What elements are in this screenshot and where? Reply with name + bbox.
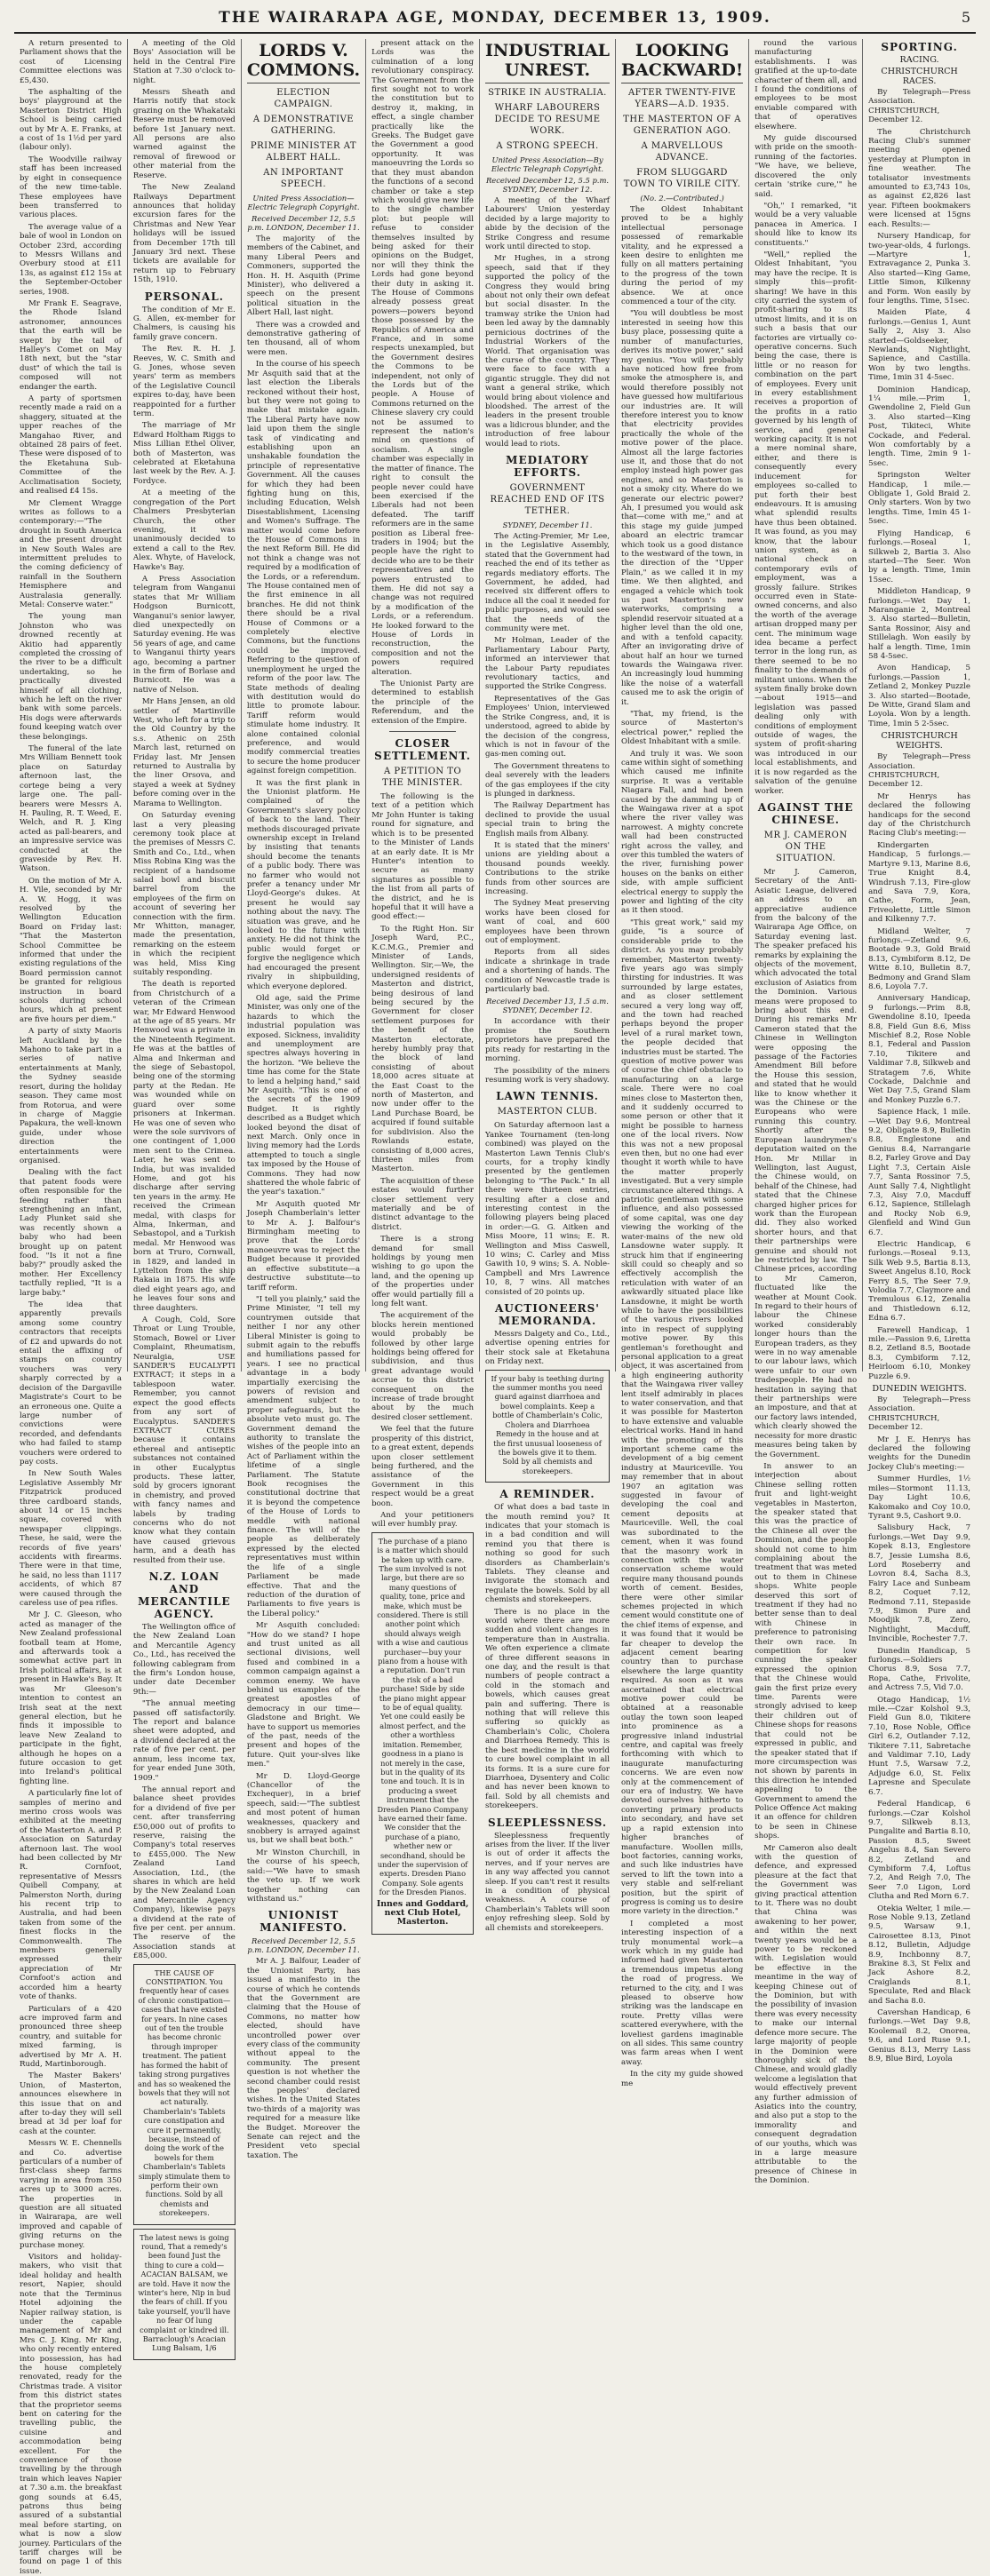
- lords-body: [247, 235, 360, 1904]
- paragraph: Mr J. C. Gleeson, who acted as manager of the New Zealand professional football team at Home, and afterwards took a somewhat active part in Irish political affairs, is at present in Hawke's Bay. It was Mr Gleeson's intention to contest an Irish seat at the next general election, but he finds it impossible to leave New Zealand to participate in the fight, although he hopes on a future occasion to get into Ireland's political fighting line.: [20, 1610, 122, 1786]
- mediatory-heading: MEDIATORY EFFORTS.: [506, 453, 589, 479]
- page-number: 5: [961, 9, 970, 26]
- paragraph: The Master Bakers' Union, of Masterton, announces elsewhere in this issue that on and after to-day they will sell bread at 3d per loaf for cash at the counter.: [20, 2071, 122, 2136]
- paragraph: The majority of the members of the Cabinet, and many Liberal Peers and Commoners, supported the Hon. H. H. Asquith (Prime Minister), who delivered a speech on the present political situation in the Albert Hall, last night.: [246, 235, 361, 318]
- paragraph: Mr D. Lloyd-George (Chancellor of the Exchequer), in a brief speech, said:—"The subtlest and most potent of human weaknesses, quackery and snobbery is arrayed against us, but we shall beat both.": [246, 1771, 361, 1846]
- paragraph: In the course of his speech Mr Asquith said that at the last election the Liberals reckoned without their host, but they were not going to make that mistake again. The Liberal Party have now laid upon them the single task of vindicating and establishing upon an unshakable foundation the principle of representative Government. All the causes for which they had been fighting hung on this, including Education, Welsh Disestablishment, Licensing and Women's Suffrage. The matter would come before the House of Commons in the next Reform Bill. He did not think a change was not required by a modification of the Lords, or a referendum. The House contained men of the first eminence in all branches. He did not think there should be a rival House of Commons or a completely elective Commons, but the functions could be improved. Referring to the question of unemployment he urged the reform of the poor law. The State methods of dealing with destitution would do little to promote labour. Tariff reform would stimulate home industry. It alone contained colonial preference, and would modify commercial treaties to secure the home producer against foreign competition.: [246, 360, 361, 776]
- paragraph: The Government threatens to deal severely with the leaders of the gas employees if the city is plunged in darkness.: [485, 761, 610, 799]
- paragraph: In the city my guide showed me: [620, 2070, 744, 2088]
- paragraph: Mr Asquith concluded: "How do we stand? I hope and trust united as all sectional divisions, well fused and combined in a common campaign against a common enemy. We have behind us examples of the greatest apostles of democracy in our time—Gladstone and Bright. We have to support us memories of the past, needs of the present and hopes of the future. Quit your-slves like men.": [246, 1621, 361, 1769]
- column-2-notices: [133, 39, 236, 285]
- paragraph: round the various manufacturing establishments. I was gratified at the up-to-date character of them all, and I found the conditions of employees to be most enviable compared with that of operatives elsewhere.: [754, 39, 858, 131]
- closer-settlement-heading: CLOSER SETTLEMENT.: [374, 737, 471, 763]
- paragraph: The Christchurch Racing Club's summer meeting opened yesterday at Plumpton in fine weather. The totalisator investments amounted to £3,743 10s, as against £2,826 last year. Fifteen bookmakers were licensed at 15gns each. Results:—: [868, 127, 971, 229]
- unionist-dateline: Received December 12, 5.5 p.m. LONDON, December 11.: [247, 1936, 360, 1955]
- balsam-advert-text: The latest news is going round, That a remedy's been found Just the thing to cure a cold—ACACIAN BALSAM, we are told. Have it now the winter's here, Nip in bud the fears of chill. If you take yourself, you'll have no fear Of lung complaint or kindred ill. Barraclough's Acacian Lung Balsam, 1/6: [138, 2232, 231, 2353]
- paragraph: Mr Frank E. Seagrave, the Rhode Island astronomer, announces that the earth will be swept by the tail of Halley's Comet on May 18th next, but the "star dust" of which the tail is composed will not endanger the earth.: [20, 298, 122, 392]
- unrest-sub-3: A STRONG SPEECH.: [496, 141, 599, 151]
- paragraph: The Woodville railway staff has been increased by eight in consequence of the new time-table. These employees have been transferred to various places.: [20, 155, 122, 220]
- paragraph: The Unionist Party are determined to establish the principle of the Referendum, and the extension of the Empire.: [371, 680, 475, 726]
- paragraph: Cavershan Handicap, 6 furlongs.—Wet Day 9.8, Koolemail 8.2, Onorea, 9.6, and Lord Ruse 9.1, Genius 8.13, Merry Lass 8.9, Blue Bird, Loyola: [868, 2008, 971, 2064]
- auctioneers-heading: AUCTIONEERS' MEMORANDA.: [495, 1302, 600, 1328]
- chinese-body: [754, 868, 857, 2186]
- paragraph: And truly it was. We soon came within sight of something which caused me infinite surprise. It was a veritable Niagara Fall, and had been caused by the damming up of the Waingawa river at a spot where the river valley was narrowest. A mighty concrete wall had been constructed right across the valley, and over this tumbled the waters of the river, furnishing power houses on the banks on either side, with ample sufficient electrical energy to supply the power and lighting of the city as it then stood.: [620, 749, 744, 916]
- chinese-sub: MR J. CAMERON ON THE SITUATION.: [763, 830, 848, 863]
- personal-body: [133, 306, 236, 1313]
- paragraph: A Press Association telegram from Wanganui states that Mr William Hodgson Burnicott, Wanganui's senior lawyer, died unexpectedly on Saturday evening. He was 56 years of age, and came to Wanganui thirty years ago, becoming a partner in the firm of Borlase and Burnicott. He was a native of Nelson.: [132, 574, 236, 695]
- paragraph: At a meeting of the congregation of the Port Chalmers Presbyterian Church, the other evening, it was unanimously decided to extend a call to the Rev. Alex. Whyte, of Havelock, Hawke's Bay.: [132, 489, 236, 572]
- unrest-body-2: [485, 1017, 610, 1085]
- paragraph: Old age, said the Prime Minister, was only one of the hazards to which the industrial population was exposed. Sickness, invalidity and unemployment are spectres always hovering in the horizon. "We believe the time has come for the State to lend a helping hand," said Mr Asquith. "This is one of the secrets of the 1909 Budget. It is rightly described as a Budget which looked beyond the disat of next March. Only once in living memory had the Lords attempted to touch a single tax imposed by the House of Commons. They had now shattered the whole fabric of the year's taxation.": [246, 993, 361, 1197]
- teething-advert: [485, 1370, 610, 1483]
- loan-heading: N.Z. LOAN AND MERCANTILE AGENCY.: [138, 1570, 231, 1620]
- paragraph: Otekia Welter, 1 mile.—Rose Noble 9.13, Zetland 9.5, Warsaw 9.1, Cairosettee 8.13, Pinot 8.12, Bulletin, Adjudge 8.9, Inchbonny 8.7, Brakine 8.3, St Felix and Jack Ashore 8.2, Craiglands 8.1, Speculate, Red and Black and Sacha 8.0.: [868, 1904, 971, 2006]
- paragraph: Electric Handicap, 6 furlongs.—Roseal 9.13, Silk Web 9.5, Bartia 8.13, Sweet Angelus 8.10, Rock Ferry 8.5, The Seer 7.9, Volodia 7.7, Claymore and Tremulous 6.12, Zenalia and Thistledown 6.12, Edna 6.7.: [868, 1239, 971, 1324]
- backward-sub-3: A MARVELLOUS ADVANCE.: [641, 141, 723, 163]
- reminder-heading: A REMINDER.: [499, 1488, 595, 1501]
- paragraph: Mr Hughes, in a strong speech, said that if they supported the policy of the Congress they would bring about not only their own defeat but social disaster. In the tramway strike the Union had been led away by the damnably pernicious doctrines of the Industrial Workers of the World. That organisation was the curse of the country. They were face to face with a gigantic struggle. They did not want a general strike, which would bring about violence and bloodshed. The arrest of the leaders in the present trouble was a lidicrous blunder, and the introduction of free labour would lead to riots.: [485, 254, 610, 449]
- paragraph: On the motion of Mr A. H. Vile, seconded by Mr A. W. Hogg, it was resolved by the Wellington Education Board on Friday last: "That the Masterton School Committee be informed that under the existing regulations of the Board permission cannot be granted for religious instruction in board schools during school hours, which at present are five hours per diem.": [20, 876, 122, 1024]
- paragraph: A return presented to Parliament shows that the cost of Licensing Committee elections was £5,430.: [20, 39, 122, 85]
- paragraph: Messrs Dalgety and Co., Ltd., advertise opening entries for their stock sale at Eketahuna on Friday next.: [485, 1330, 610, 1367]
- lords-dateline: Received December 12, 5.5 p.m. LONDON, December 11.: [247, 214, 360, 232]
- paragraph: Sapience Hack, 1 mile.—Wet Day 9.6, Montreal 9.2, Obligate 8.9, Bulletin 8.8, Englestone and Genius 8.4, Narrangarie 8.2, Farley Grove and Day Light 7.3, Certain Aisle 7.7, Santa Rossinor 7.5, Aunt Sally 7.4, Nightlight 7.3, Aisy 7.0, Macduff 6.12, Sapience, Stillelagh and Rocky Nob 6.9, Glenfield and Wind Gun 6.7.: [868, 1108, 971, 1237]
- chinese-heading: AGAINST THE CHINESE.: [757, 800, 854, 826]
- paragraph: The idea that apparently prevails among some country contractors that receipts of £2 and upwards do not entail the affixing of stamps on country vouchers was very sharply corrected by a decision of the Dargaville Magistrate's Court to be an erroneous one. Quite a large number of convictions were recorded, and defendants who had failed to stamp vouchers were ordered to pay costs.: [20, 1300, 122, 1467]
- paragraph: Springston Welter Handicap, 1 mile.—Obligate 1, Gold Braid 2. Only starters. Won by two lengths. Time, 1min 45 1-5sec.: [868, 471, 971, 527]
- paragraph: The Sydney Meat preserving works have been closed for want of coal, and 600 employees have been thrown out of employment.: [485, 899, 610, 946]
- industrial-unrest-heading: INDUSTRIAL UNREST.: [485, 41, 610, 83]
- lords-sub-4: AN IMPORTANT SPEECH.: [263, 168, 344, 189]
- paragraph: Messrs W. E. Chennells and Co. advertise particulars of a number of first-class sheep farms varying in area from 350 acres up to 3000 acres. The properties in question are all situated in Wairarapa, are well improved and capable of giving returns on the purchase money.: [20, 2139, 122, 2250]
- paragraph: In accordance with their promise the Southern proprietors have prepared the pits ready for restarting in the morning.: [485, 1017, 610, 1064]
- paragraph: The young man Johnston who was drowned recently at Akitio had apparently completed the crossing of the river to be a difficult undertaking, so he practically divested himself of all clothing, which he left on the river bank with some parcels. His dogs were afterwards found keeping watch over these belongings.: [20, 612, 122, 742]
- paragraph: The Railway Department has declined to provide the usual special train to bring the English mails from Albany.: [485, 801, 610, 839]
- unrest-body: [485, 196, 610, 449]
- paragraph: On Saturday afternoon last a Yankee Tournament (ten-long combined) was played on the Masterton Lawn Tennis Club's courts, for a trophy kindly presented by the gentlemen belonging to "The Pack." In all there were thirteen entries, resulting after a close and interesting contest in the following players being placed in order:—G. G. Aitken and Miss Moore, 11 wins; E. R. Wellington and Miss Caswell, 10 wins; C. Carley and Miss Gawith 10, 9 wins; S. A. Noble-Campbell and Mrs Lawrence 10, 8, 7 wins. All matches consisted of 20 points up.: [485, 1121, 610, 1297]
- paragraph: Mr Cameron also dealt with the question of defence, and expressed pleasure at the fact that the Government was giving practical attention to it. There was no doubt that China was awakening to her power, and within the next twenty years would be a power to be reckoned with. Legislation would be effective in the meantime in the way of keeping Chinese out of the Dominion, but with the possibility of invasion there was every necessity to make our internal defence more secure. The large majority of people in the Dominion were thoroughly sick of the Chinese, and would gladly welcome a legislation that would effectively prevent any further admission of Asiatics into the country, and also put a stop to the immorality and consequent degradation of our youths, which was in a large measure attributable to the presence of Chinese in the Dominion.: [754, 1843, 858, 2186]
- paragraph: Messrs Sheath and Harris notify that stock grazing on the Whakataki Reserve must be removed before 1st January next. All persons are also warned against the removal of firewood or other material from the Reserve.: [132, 88, 236, 180]
- paragraph: The acquisition of these estates would further closer settlement very materially and be of distinct advantage to the district.: [371, 1176, 475, 1232]
- personal-heading: PERSONAL.: [144, 290, 224, 303]
- paragraph: The Acting-Premier, Mr Lee, in the Legislative Assembly, stated that the Government had reached the end of its tether as regards mediatory efforts. The Government, he added, had received six different offers to induce all the coal it needed for public purposes, and would see that the needs of the community were met.: [485, 531, 610, 634]
- paragraph: Of what does a bad taste in the mouth remind you? It indicates that your stomach is in a bad condition and will remind you that there is nothing so good for such disorders as Chamberlain's Tablets. They cleanse and invigorate the stomach and regulate the bowels. Sold by all chemists and storekeepers.: [485, 1503, 610, 1605]
- column-8: [863, 39, 976, 2064]
- paragraph: A party of sixty Maoris left Auckland by the Mahono to take part in a series of native entertainments at Manly, the Sydney seaside resort, during the holiday season. They came most from Rotorua, and were in charge of Maggie Papakura, the well-known guide, under whose direction the entertainments were organised.: [20, 1027, 122, 1165]
- paragraph: Avon Handicap, 5 furlongs.—Passion 1, Zetland 2, Monkey Puzzle 3. Also started—Bootade, De Witte, Grand Slam and Loyola. Won by a length. Time, 1min 5 2-5sec.: [868, 664, 971, 728]
- paragraph: Mr Hans Jensen, an old settler of Martinville West, who left for a trip to the Old Country by the s.s. Athenic on 25th March last, returned on Friday last. Mr Jensen returned to Australia by the liner Orsova, and stayed a week at Sydney before coming over in the Marama to Wellington.: [132, 697, 236, 808]
- paragraph: It is stated that the miners' unions are yielding about a thousand pounds weekly. Contributions to the strike funds from other sources are increasing.: [485, 840, 610, 896]
- paragraph: Mr J. E. Henrys has declared the following weights for the Dunedin Jockey Club's meeting:—: [868, 1435, 971, 1472]
- masthead: [14, 9, 976, 34]
- lords-commons-heading: LORDS V. COMMONS.: [247, 41, 360, 83]
- piano-advert: [371, 1532, 474, 1935]
- mediatory-sub: GOVERNMENT REACHED END OF ITS TETHER.: [490, 482, 605, 516]
- paragraph: Mr Holman, Leader of the Parliamentary Labour Party, informed an interviewer that the Labour Party repudiates revolutionary tactics, and supported the Strike Congress.: [485, 636, 610, 692]
- mediatory-dateline: SYDNEY, December 11.: [502, 520, 593, 529]
- closer-settlement-body: [371, 792, 474, 1530]
- paragraph: The possibility of the miners resuming work is very shadowy.: [485, 1066, 610, 1085]
- paragraph: Dealing with the fact that patent foods were often responsible for the feeding rather than strengthening an infant, Lady Plunket said she was recently shown a baby who had been brought up on patent food. "Is it not a fine baby?" proudly asked the mother. Her Excellency tactfully replied, "It is a large baby.": [20, 1168, 122, 1298]
- paragraph: Midland Welter, 7 furlongs.—Zetland 9.6, Bootade 9.3, Gold Braid 8.13, Cymbiform 8.12, De Witte 8.10, Bulletin 8.7, Bedmony and Grand Slam 8.6, Loyola 7.7.: [868, 926, 971, 991]
- paragraph: We feel that the future prosperity of this district, to a great extent, depends upon closer settlement being furthered, and the assistance of the Government in this respect would be a great boon.: [371, 1425, 475, 1508]
- lords-sub-2: A DEMONSTRATIVE GATHERING.: [252, 115, 355, 136]
- backward-body: [621, 205, 743, 2088]
- paragraph: Federal Handicap, 6 furlongs.—Czar Kolshol 9.7, Silkweb 8.13, Pungalite and Bartia 8.10, Passion 8.5, Sweet Angelus 8.4, San Severo 8.2, Zetland and Cymbiform 7.4, Loftus 7.2, And Reigh 7.0, The Seer 7.0 Ligon, Lord Clutha and Red Morn 6.7.: [868, 1800, 971, 1902]
- column-4: [366, 39, 480, 1928]
- paragraph: Mr Henrys has declared the following handicaps for the second day of the Christchurch Racing Club's meeting:—: [868, 791, 971, 839]
- paragraph: Particulars of a 420 acre improved farm and pronounced three sheep country, and suitable for mixed farming, is advertised by Mr A. H. Rudd, Martinborough.: [20, 2004, 122, 2069]
- paragraph: Mr A. J. Balfour, Leader of the Unionist Party, has issued a manifesto in the course of which he contends that the Government are claiming that the House of Commons, no matter how elected, should have uncontrolled power over every class of the community without appeal to the community. The present question is not whether the second chamber could resist the peoples' declared wishes. In the United States two-thirds of a majority was required for a measure like the Budget. Moreover the Senate can reject and the President veto special taxation. The: [246, 1957, 361, 2160]
- column-3: [242, 39, 366, 2160]
- paragraph: The following is the text of a petition which Mr John Hunter is taking round for signature, and which is to be presented to the Minister of Lands at an early date. It is Mr Hunter's intention to secure as many signatures as possible to the list from all parts of the district, and he is hopeful that it will have a good effect:—: [371, 792, 475, 922]
- column-5: [480, 39, 616, 1933]
- piano-advert-text: The purchase of a piano is a matter which should be taken up with care. The sum involved is not large, but there are so many questions of quality, tone, price and make, which must be considered. There is still another point which should always weigh with a wise and cautious purchaser—buy your piano from a house with a reputation. Don't run the risk of a bad purchase! Side by side the piano might appear to be of equal quality. Yet one could easily be almost perfect, and the other a worthless imitation. Remember, goodness in a piano is not merely in the case, but in the quality of its tone and touch. It is in producing a sweet instrument that the Dresden Piano Company have earned their fame. We consider that the purchase of a piano, whether new or secondhand, should be under the supervision of experts. Dresden Piano Company. Sole agents for the Dresden Pianos.: [377, 1536, 468, 1897]
- paragraph: Flying Handicap, 6 furlongs.—Roseal 1, Silkweb 2, Bartia 3. Also started—The Seer. Won by a length. Time, 1min 15sec.: [868, 529, 971, 584]
- constipation-advert: [133, 1964, 236, 2225]
- paragraph: A particularly fine lot of samples of merino and merino cross wools was exhibited at the meeting of the Masterton A. and P. Association on Saturday afternoon last. The wool had been collected by Mr R. Cornfoot, representative of Messrs Quibell Company, at Palmerston North, during his recent trip to Australia, and had been taken from some of the finest flocks in the Commonwealth. The members generally expressed their appreciation of Mr Cornfoot's action and accorded him a hearty vote of thanks.: [20, 1789, 122, 2002]
- paragraph: The annual report and balance sheet provides for a dividend of five per cent. after transferring £50,000 out of profits to reserve, raising the Company's total reserves to £455,000. The New Zealand Land Association, Ltd., (the shares in which are held by the New Zealand Loan and Mercantile Agency Company), likewise pays a dividend at the rate of five per cent. per annum. The reserve of the Association stands at £85,000.: [132, 1785, 236, 1961]
- loan-body: [133, 1623, 236, 1961]
- closer-settlement-sub: A PETITION TO THE MINISTER.: [382, 767, 463, 789]
- chch-weights-heading: CHRISTCHURCH WEIGHTS.: [881, 731, 958, 751]
- paragraph: "You will doubtless be most interested in seeing how this busy place, possessing quite a number of manufacturies, derives its motive power," said my genius. "You will probably have noticed how free from smoke the atmosphere is, and would therefore possibly not have guessed how multifarious our industries are. It will therefore interest you to know that electricity provides practically the whole of the motive power of the place. Almost all the large factories use it, and those that do not employ instead high power gas engines, and so Masterton is not a smoky city. Where do we generate our electric power? Ah, I presumed you would ask that—come with me," and at this stage my guide jumped aboard an electric tramcar which took us a good distance to the westward of the town, in the direction of the "Upper Plain," as we called it in my time. We then alighted, and engaged a vehicle which took us past Masterton's new waterworks, comprising a splendid reservoir situated at a higher level than the old one, and with a tenfold capacity. After an invigorating drive of about half an hour we turned towards the Waingawa river. An increasingly loud humming like the noise of a waterfall caused me to ask the origin of it.: [620, 309, 744, 707]
- paragraph: Representatives of the Gas Employees' Union, interviewed the Strike Congress, and, it is understood, agreed to abide by the decision of the congress, which is not in favour of the gas-men coming out.: [485, 694, 610, 759]
- unionist-heading: UNIONIST MANIFESTO.: [259, 1909, 347, 1935]
- dunedin-weights-body: [868, 1395, 970, 2063]
- sleeplessness-heading: SLEEPLESSNESS.: [488, 1816, 608, 1829]
- paragraph: Salisbury Hack, 7 furlongs.—Wet Day 9.9, Kopek 8.13, Englestore 8.7, Jessie Lumsha 8.6, Lord Roseberry and Lovron 8.4, Sacha 8.3, Fairy Lace and Sunbeam 8.2, Coquet 7.12, Redmond 7.11, Stepaside 7.9, Simon Pure and Moodjik 7.8, Zero, Nightlight, Macduff, Invincible, Rochester 7.7.: [868, 1523, 971, 1644]
- paragraph: Mr Clement Wragge writes as follows to a contemporary:—"The drought in South America and the present drought in New South Wales are intermittent preludes to the coming deficiency of rainfall in the Southern Hemisphere and Australasia generally. Metal: Conserve water.": [20, 498, 122, 609]
- paragraph: "The annual meeting passed off satisfactorily. The report and balance sheet were adopted, and a dividend declared at the rate of five per cent. per annum, less income tax, for year ended June 30th, 1909.": [132, 1699, 236, 1783]
- unrest-sub-1: STRIKE IN AUSTRALIA.: [488, 88, 607, 98]
- mediatory-body: [485, 532, 610, 995]
- balsam-advert: [133, 2229, 236, 2360]
- reminder-body: [485, 1503, 610, 1810]
- paragraph: There was a crowded and demonstrative gathering of ten thousand, all of whom were men.: [246, 320, 361, 357]
- paragraph: Anniversary Handicap, 9 furlongs.—Prim 8.8, Gwendoline 8.10, Ipeeda 8.8, Field Gun 8.6, Miss Mischief 8.2, Rose Noble 8.1, Federal and Passion 7.10, Tikitere and Valdimar 7.8, Silkweb and Stratagem 7.6, White Cockade, Dalchnie and Wet Day 7.5, Grand Slam and Monkey Puzzle 6.7.: [868, 994, 971, 1105]
- paragraph: The acquirement of the blocks herein mentioned would probably be followed by other large holdings being offered for subdivision, and thus great advantage would accrue to this district consequent on the increase of trade brought about by the much desired closer settlement.: [371, 1311, 475, 1422]
- sporting-heading: SPORTING.: [881, 41, 958, 53]
- auctioneers-body: [485, 1330, 610, 1367]
- chch-races-heading: CHRISTCHURCH RACES.: [881, 67, 958, 86]
- paragraph: Mr J. Cameron, Secretary of the Anti-Asiatic League, delivered an address to an appreciative audience from the balcony of the Wairarapa Age Office, on Saturday evening last. The speaker prefaced his remarks by explaining the objects of the movement, which advocated the total exclusion of Asiatics from the Dominion. Various means were proposed to bring about this end. During his remarks Mr Cameron stated that the Chinese in Wellington were opposing the passage of the Factories Amendment Bill before the House this session, and stated that he would like to know whether it was the Chinese or the Europeans who were running this country. Shortly after the European laundrymen's deputation waited on the Hon. Mr Millar in Wellington, last August, the Chinese would, on behalf of the Chinese, had stated that the Chinese charged higher prices for work than the European did. They also worked shorter hours, and that their partnerships were genuine and should not be restricted by law. The Chinese prices, according to Mr Cameron, fluctuated like the weather at Mount Cook. In regard to their hours of labour the Chinese worked considerably longer hours than the European traders, as they were in no way amenable to our labour laws, which were unfair to our own tradespeople. He had no hesitation in saying that their partnerships were an imposture, and that at our factory laws intended, which clearly showed the necessity for more drastic measures being taken by the Government.: [754, 867, 858, 1459]
- paragraph: Summer Hurdles, 1½ miles—Stormont 11.13, Day Light 10.6, Kakomako and Coy 10.0, Tyrant 9.5, Cashort 9.0.: [868, 1475, 971, 1521]
- column-1-body: [20, 39, 122, 2576]
- paragraph: The asphalting of the boys' playground at the Masterton District High School is being carried out by Mr A. E. Franks, at a cost of 1s 1½d per yard (labour only).: [20, 88, 122, 153]
- paragraph: The Oldest Inhabitant proved to be a highly intellectual personage possessed of remarkable vitality, and he expressed a keen desire to enlighten me fully on all matters pertaining to the progress of the town during the period of my absence. We at once commenced a tour of the city.: [620, 205, 744, 307]
- unionist-body: [247, 1957, 360, 2160]
- paragraph: A meeting of the Old Boys' Association will be held in the Central Fire Station at 7.30 o'clock to-night.: [132, 39, 236, 85]
- paragraph: To the Right Hon. Sir Joseph Ward, P.C., K.C.M.G., Premier and Minister of Lands, Wellington. Sir,—We, the undersigned residents of Masterton and district, being desirous of land being secured by the Government for closer settlement purposes for the benefit of the Masterton electorate, hereby humbly pray that the block of land consisting of about 18,000 acres situate at the East Coast to the north of Masterton, and now under offer to the Land Purchase Board, be acquired if found suitable for subdivision. Also the Rowlands estate, consisting of 8,000 acres, thirteen miles from Masterton.: [371, 924, 475, 1174]
- paragraph: I completed a most interesting inspection of a truly monumental work—a work which in my guide had informed had given Masterton a tremendous impetus along the road of progress. We returned to the city, and I was pleased to observe how striking was the landscape en route. Pretty villas were scattered everywhere, with the loveliest gardens imaginable on all sides. This same country was farm areas when I went away.: [620, 1919, 744, 2067]
- columns: [14, 39, 976, 2576]
- paragraph: By Telegraph—Press Association. CHRISTCHURCH, December 12.: [868, 1395, 971, 1433]
- backward-sub-5: (No. 2.—Contributed.): [640, 194, 724, 203]
- paragraph: "Well," replied the Oldest Inhabitant, "you may have the recipe. It is simply this—profit-sharing! We have in this city carried the system of profit-sharing to its utmost limits, and it is on such a basis that our factories are virtually co-operative concerns. Such being the case, there is little or no reason for combination on the part of employees. Every unit in every establishment receives a proportion of the profits in a ratio governed by his length of service, and general working capacity. It is not a mere nominal share, either, and there is consequently every inducement for employees so-called to put forth their best endeavours. It is amusing what splendid results have thus been obtained. It was found, as you may know, that the labour union system, as a national check on contemporary evils of employment, was a grossly failure. Strikes occurred even in State-owned concerns, and also the worth of the average artisan dropped many per cent. The minimum wage idea became a perfect terror in the long run, as there seemed to be no finality to the demands of militant unions. When the system finally broke down—about 1915—and legislation was passed dealing only with conditions of employment outside of wages, the system of profit-sharing was introduced in our local establishments, and it is now regarded as the salvation of the genuine worker.: [754, 250, 858, 796]
- paragraph: Farewell Handicap, 1 mile.—Passion 9.6, Liretta 8.2, Zetland 8.5, Bootade 8.3, Cymbiform 7.12, Heirloom 6.10, Monkey Puzzle 6.9.: [868, 1325, 971, 1381]
- sleeplessness-body: [485, 1832, 610, 1933]
- column-6: [616, 39, 749, 2088]
- paragraph: The condition of Mr E. G. Allen, ex-member for Chalmers, is causing his family grave concern.: [132, 305, 236, 342]
- tennis-body: [485, 1121, 610, 1297]
- unrest-sub-2: WHARF LABOURERS DECIDE TO RESUME WORK.: [494, 103, 601, 136]
- paragraph: "This great work," said my guide, "is a source of considerable pride to the district. As you may probably remember, Masterton twenty-five years ago was simply thirsting for industries. It was surrounded by large estates, and as closer settlement secured a very long way off, and the town had reached perhaps beyond the proper level of a rural market town, the people decided that industries must be started. The question of motive power was of course the chief obstacle to manufacturing on a large scale. There were no coal mines close to Masterton then, and it suddenly occurred to some person or other that it might be possible to harness one of the local rivers. Now this was not a new proposal even then, but no one had ever thought it worth while to have the matter properly investigated. But a very simple circumstance altered things. A patriotic gentleman with some influence, and also possessed of some capital, was one day viewing the working of the water-mains of the new old Lansdowne water supply. It struck him that if engineering skill could so cheaply and so effectively accomplish the reticulation with water of an awkwardly situated place like Lansdowne, it might be worth while to have the possibilities of the various rivers looked into in respect of supplying motive power. By this gentleman's forethought and personal application to a great object, it was ascertained from a high engineering authority that the Waingawa river valley lent itself admirably in places to water conservation, and that it was possible for Masterton to have extensive and valuable electrical works. Hand in hand with the promoting of this important scheme came the development of a big cement industry at Mauriceville. You may remember that in about 1907 an agitation was suggested in favour of developing the coal and cement deposits at Mauriceville. Well, the coal was subordinated to the cement, when it was found that the masonry work in connection with the water conservation scheme would require many thousand pounds worth of cement. Besides, there were other similar schemes projected in which cement would constitute one of the chief items of expense, and it was found that it would be far cheaper to develop the adjacent cement bearing country than to purchase elsewhere the large quantity required. As soon as it was ascertained that electrical motive power could be obtained at a reasonable outlay the town soon leaped into prominence as a progressive inland industrial centre, and capital was freely forthcoming with which to inaugurate manufacturing concerns. We are even now only at the commencement of our era of industry. We have devoted ourselves hitherto to converting primary products into secondary, and have set up a rapid extension into higher branches of manufacture. Woollen mills, boot factories, canning works, and such like industries have served to lift the town into a very stable and self-reliant position, but the spirit of progress is coming us to desire more variety in the direction.": [620, 918, 744, 1917]
- masthead-title: THE WAIRARAPA AGE, MONDAY, DECEMBER 13, 1909.: [219, 9, 771, 27]
- paragraph: Middleton Handicap, 9 furlongs.—Wet Day 1, Maranganie 2, Montreal 3. Also started—Bulletin, Santa Rossinor, Aisy and Stillelagh. Won easily by half a length. Time, 1min 58 4-5sec.: [868, 587, 971, 661]
- paragraph: The funeral of the late Mrs William Bennett took place on Saturday afternoon last, the cortege being a very large one. The pall-bearers were Messrs A. H. Pauling, R. T. Weed, E. Welch, and R. J. King acted as pall-bearers, and an impressive service was conducted at the graveside by Rev. H. Watson.: [20, 744, 122, 874]
- paragraph: A meeting of the Wharf Labourers' Union yesterday decided by a large majority to abide by the decision of the Strike Congress and resume work until directed to stop.: [485, 196, 610, 252]
- paragraph: The average value of a bale of wool in London on October 23rd, according to Messrs Willans and Overbury stood at £11 13s, as against £12 15s at the September-October series, 1908.: [20, 222, 122, 297]
- backward-sub-1: AFTER TWENTY-FIVE YEARS—A.D. 1935.: [627, 88, 737, 109]
- unrest-credit: United Press Association—By Electric Telegraph Copyright.: [491, 155, 604, 173]
- tennis-heading: LAWN TENNIS.: [496, 1090, 599, 1103]
- paragraph: Otago Handicap, 1½ mile.—Czar Kolshol 9.3, Field Gun 8.0, Tikitere 7.10, Rose Noble, Office Girl 6.2, Outlander 7.12, Tikitere 7.11, Sabretache and Valdimar 7.10, Lady Hunt 7.5, Warsaw 7.2, Adjudge 6.0, St. Felix Lapresne and Speculate 6.7.: [868, 1695, 971, 1797]
- constipation-advert-text: THE CAUSE OF CONSTIPATION. You frequently hear of cases of chronic constipation—cases that have existed for years. In nine cases out of ten the trouble has become chronic through improper treatment. The patient has formed the habit of taking strong purgatives and has so weakened the bowels that they will not act naturally. Chamberlain's Tablets cure constipation and cure it permanently, because, instead of doing the work of the bowels for them Chamberlain's Tablets simply stimulate them to perform their own functions. Sold by all chemists and storekeepers.: [138, 1968, 231, 2218]
- paragraph: The marriage of Mr Edward Holtham Riggs to Miss Lillian Ethel Oliver, both of Masterton, was celebrated at Eketahuna last week by the Rev. A. J. Fordyce.: [132, 421, 236, 486]
- paragraph: A party of sportsmen recently made a raid on a shaggery, situated at the upper reaches of the Mangahao River, and obtained 28 pairs of feet. These were disposed of to the Eketahuna Sub-Committee of the Acclimatisation Society, and realised £4 15s.: [20, 394, 122, 497]
- lords-sub-3: PRIME MINISTER AT ALBERT HALL.: [250, 141, 357, 163]
- column-1: [14, 39, 128, 2576]
- paragraph: In answer to an interjection about Chinese selling rotten fruit and light-weight vegetables in Masterton, the speaker stated that this was the practice of the Chinese all over the Dominion, and the people should not come to him complaining about the treatment that was meted out to them in Chinese shops. White people deserved this sort of treatment if they had no better sense than to deal with Chinese in preference to patronising their own race. In competition for low cunning the speaker expressed the opinion that the Chinese would gain the first prize every time. Parents were strongly advised to keep their children out of Chinese shops for reasons that could not be expressed in public, and the speaker stated that if more circumspection was not shown by parents in this direction he intended appealing to the Government to amend the Police Offence Act making it an offence for children to be seen in Chinese shops.: [754, 1461, 858, 1841]
- paragraph: Kindergarten Handicap, 5 furlongs.—Martyre 9.13, Marine 8.6, True Knight 8.4, Windrush 7.13, Fire-glow and Sava 7.9, Kora, Cathe, Form, Jean, Friveolette, Little Simon and Kilkenny 7.7.: [868, 840, 971, 925]
- paragraph: There is no place in the world where there are more sudden and violent changes in temperature than in Australia. We often experience a climate of three different seasons in one day, and the result is that numbers of people contract a cold in the stomach and bowels, which causes great pain and suffering. There is nothing that will relieve this suffering so quickly as Chamberlain's Colic, Cholera and Diarrhoea Remedy. This is the best medicine in the world to cure bowel complaint in all its forms. It is a sure cure for Diarrhoea, Dysentery and Colic and has never been known to fail. Sold by all chemists and storekeepers.: [485, 1607, 610, 1811]
- paragraph: On Saturday evening last a very pleasing ceremony took place at the premises of Messrs C. Smith and Co., Ltd., when Miss Robina King was the recipient of a handsome salad bowl and biscuit barrel from the employees of the firm on account of severing her connection with the firm. Mr Whitton, manager, made the presentation, remarking on the esteem in which the recipient was held, Miss King suitably responding.: [132, 811, 236, 977]
- piano-advert-sign: Innes and Goddard, next Club Hotel, Masterton.: [376, 1898, 469, 1928]
- column-7: [749, 39, 863, 2186]
- tennis-sub: MASTERTON CLUB.: [497, 1107, 598, 1117]
- paragraph: The New Zealand Railways Department announces that holiday excursion fares for the Christmas and New Year holidays will be issued from December 17th till January 3rd next. These tickets are available for return up to February 15th, 1910.: [132, 183, 236, 285]
- dunedin-weights-heading: DUNEDIN WEIGHTS.: [872, 1384, 967, 1395]
- column-2: [128, 39, 242, 2353]
- paragraph: The death is reported from Christchurch of a veteran of the Crimean war, Mr Edward Henwood at the age of 85 years. Mr Henwood was a private in the Nineteenth Regiment. He was at the battles of Alma and Inkerman and the siege of Sebastopol, being one of the storming party at the Redan. He was wounded while on guard over some prisoners at Inkerman. He was one of seven who were the sole survivors of one contingent of 1,000 men sent to the Crimea. Later, he was sent to India, but was invalided Home, and got his discharge after serving ten years in the army. He received the Crimean medal, with clasps for Alma, Inkerman, and Sebastopol, and a Turkish medal. Mr Henwood was born at Truro, Cornwall, in 1829, and landed in Lyttelton from the ship Rakaia in 1875. His wife died eight years ago, and he leaves four sons and three daughters.: [132, 980, 236, 1313]
- paragraph: It was the first plank in the Unionist platform. He complained of the Government's slavery policy of back to the land. Their methods discouraged private ownership except in Ireland by insisting that tenants should become the tenants of a public body. There was no farmer who would not prefer a tenancy under Mr Lloyd-George's dukes. At present he would say nothing about the navy. The situation was grave, and he looked to the future with anxiety. He did not think the public would forget or forgive the negligence which had encouraged the present rivalry in shipbuilding, which everyone deplored.: [246, 778, 361, 991]
- chch-weights-body: [868, 752, 970, 1381]
- backward-continued: [754, 39, 857, 796]
- paragraph: The Rev. R. H. J. Reeves, W. C. Smith and G. Jones, whose seven years' term as members of the Legislative Council expires to-day, have been reappointed for a further term.: [132, 345, 236, 419]
- chch-races-body: [868, 88, 970, 728]
- paragraph: Maiden Plate, 4 furlongs.—Genius 1, Aunt Sally 2, Aisy 3. Also started—Goldseeker, Newlands, Nightlight, Sapience, and Castilla. Won by two lengths. Time, 1min 31 4-5sec.: [868, 308, 971, 383]
- backward-sub-2: THE MASTERTON OF A GENERATION AGO.: [623, 115, 742, 136]
- paragraph: By Telegraph—Press Association. CHRISTCHURCH, December 12.: [868, 88, 971, 125]
- looking-backward-heading: LOOKING BACKWARD!: [621, 41, 743, 83]
- paragraph: "Oh," I remarked, "it would be a very valuable panacea in America. I should like to know its constituents.": [754, 201, 858, 248]
- paragraph: Dunedin Handicap, 5 furlongs.—Soldiers Chorus 8.9, Sosa 7.7, Ropa, Cathe, Frivolite, and Actress 7.5, Vid 7.0.: [868, 1646, 971, 1693]
- unrest-dateline: Received December 12, 5.5 p.m. SYDNEY, December 12.: [485, 176, 610, 194]
- paragraph: Mr Asquith quoted Mr Joseph Chamberlain's letter to Mr A. J. Balfour's Birmingham meeting to prove that the Lords' manoeuvre was to reject the Budget because it provided an effective substitute—a destructive substitute—to tariff reform.: [246, 1199, 361, 1292]
- eucalyptus-advert: A Cough, Cold, Sore Throat or Lung Trouble, Stomach, Bowel or Liver Complaint, Rheumatism, Neuralgia, USE SANDER'S EUCALYPTI EXTRACT; it steps in a tablespoon water. Remember, you cannot expect the good effects from any sort of Eucalyptus. SANDER'S EXTRACT CURES because it contains ethereal and antiseptic substances not contained in other Eucalyptus products. These latter, sold by grocers ignorant in chemistry, and proved with fancy names and labels by trading concerns who do not know what they contain have caused grievous harm, and a death has resulted from their use.: [132, 1316, 236, 1565]
- divider: [389, 731, 456, 732]
- paragraph: "I tell you plainly," said the Prime Minister, "I tell my countrymen outside that neither I nor any other Liberal Minister is going to submit again to the rebuffs and humiliations passed for years. I see no practical advantage in a body impartially exercising the powers of revision and amendment subject to proper safeguards, but the absolute veto must go. The Government demand the authority to translate the wishes of the people into an Act of Parliament within the lifetime of a single Parliament. The Statute Book recognises the constitutional doctrine that it is beyond the competence of the House of Lords to meddle with national finance. The will of the people as deliberately expressed by the elected representatives must within the life of a single Parliament be made effective. That and the reduction of the duration of Parliaments to five years is the Liberal policy.": [246, 1294, 361, 1618]
- paragraph: In New South Wales Legislative Assembly Mr Fitzpatrick produced three cardboard stands, about 14 or 15 inches square, covered with newspaper clippings. These, he said, were the records of five years' accidents with firearms. There were in that time, he said, no less than 1117 accidents, of which 87 were caused through the careless use of pea rifles.: [20, 1469, 122, 1609]
- lords-credit: United Press Association—Electric Telegraph Copyright.: [247, 194, 360, 211]
- unionist-continued: [371, 39, 474, 726]
- paragraph: Visitors and holiday-makers, who visit that ideal holiday and health resort, Napier, should note that the Terminus Hotel adjoining the Napier railway station, is under the capable management of Mr and Mrs C. J. King. Mr King, who only recently entered into possession, has had the house completely renovated, ready for the Christmas trade. A visitor from this district states that the proprietor seems bent on catering for the travelling public, the cuisine and accommodation being excellent. For the convenience of those travelling by the through train which leaves Napier at 7.30 a.m. the breakfast gong sounds at 6.45, patrons thus being assured of a substantial meal before starting, on what is now a slow journey. Particulars of the tariff charges will be found on page 1 of this issue.: [20, 2253, 122, 2576]
- paragraph: By Telegraph—Press Association. CHRISTCHURCH, December 12.: [868, 752, 971, 790]
- backward-sub-4: FROM SLUGGARD TOWN TO VIRILE CITY.: [623, 168, 741, 189]
- paragraph: There is a strong demand for small holdings by young men wishing to go upon the land, and the opening up of the properties under offer would partially fill a long felt want.: [371, 1235, 475, 1308]
- lords-sub-1: ELECTION CAMPAIGN.: [274, 88, 333, 109]
- unrest-dateline-2: Received December 13, 1.5 a.m. SYDNEY, December 12.: [486, 997, 609, 1015]
- paragraph: Dominion Handicap, 1¼ mile.—Prim 1, Gwendoline 2, Field Gun 3. Also started—King Post, Tikiteci, White Cockade, and Federal. Won comfortably by a length. Time, 2min 9 1-5sec.: [868, 385, 971, 468]
- paragraph: Sleeplessness frequently arises from the liver. If the liver is out of order it affects the nerves, and if your nerves are in any way affected you cannot sleep. If you can't rest it results in a condition of physical weakness. A course of Chamberlain's Tablets will soon enjoy refreshing sleep. Sold by all chemists and storekeepers.: [485, 1831, 610, 1933]
- teething-advert-text: If your baby is teething during the summer months you need guard against diarrhoea and bowel complaints. Keep a bottle of Chamberlain's Colic, Cholera and Diarrhoea Remedy in the house and at the first unusual looseness of the bowels give it to them. Sold by all chemists and storekeepers.: [491, 1373, 604, 1475]
- paragraph: Nursery Handicap, for two-year-olds, 4 furlongs.—Martyre 1, Extravagance 2, Punka 3. Also started—King Game, Little Simon, Kilkenny and Form. Won easily by four lengths. Time, 51sec.: [868, 232, 971, 306]
- paragraph: "That, my friend, is the source of Masterton's electrical power," replied the Oldest Inhabitant with a smile.: [620, 709, 744, 747]
- paragraph: Mr Winston Churchill, in the course of his speech, said:—"We have to smash the veto up. If we work together nothing can withstand us.": [246, 1848, 361, 1904]
- paragraph: And your petitioners will ever humbly pray.: [371, 1510, 475, 1530]
- paragraph: present attack on the Lords was the culmination of a long revolutionary conspiracy. The Government from the first sought not to work the constitution but to destroy it, making, in effect, a single chamber practically like the Greeks. The Budget gave the Government a good opportunity. It was manoeuvring the Lords so that they must abandon the functions of a second chamber or take a step which would give new life to the single chamber plot: but people will refuse to consider themselves insulted by being asked for their opinions on the Budget, nor will they think the Lords had gone beyond their duty in asking it. The House of Commons already possess great powers—powers beyond those possessed by the Republics of America and France, and in some respects unexampled, but the Government desires the Commons to be independent, not only of the Lords but of the people. A House of Commons returned on the Chinese slavery cry could not be assumed to represent the nation's mind on questions of socialism. A single chamber was especially in the matter of finance. The right to consult the people never could have been exercised if the Liberals had not been defeated. The tariff reformers are in the same position as Liberal free-traders in 1904; but the people have the right to decide who are to be their representatives and the powers entrusted to them. He did not say a change was not required by a modification of the Lords, or a referendum. He looked forward to the House of Lords in reconstruction, the composition and not the powers required alteration.: [371, 39, 475, 677]
- paragraph: Reports from all sides indicate a shrinkage in trade and a shortening of hands. The condition of Newcastle trade is particularly bad.: [485, 948, 610, 995]
- paragraph: The Wellington office of the New Zealand Loan and Mercantile Agency Co., Ltd., has received the following cablegram from the firm's London house, under date December 9th:—: [132, 1623, 236, 1697]
- racing-heading: RACING.: [899, 55, 939, 65]
- paragraph: My guide discoursed with pride on the smooth-running of the factories. "We have, we believe, discovered the only certain 'strike cure,'" he said.: [754, 134, 858, 199]
